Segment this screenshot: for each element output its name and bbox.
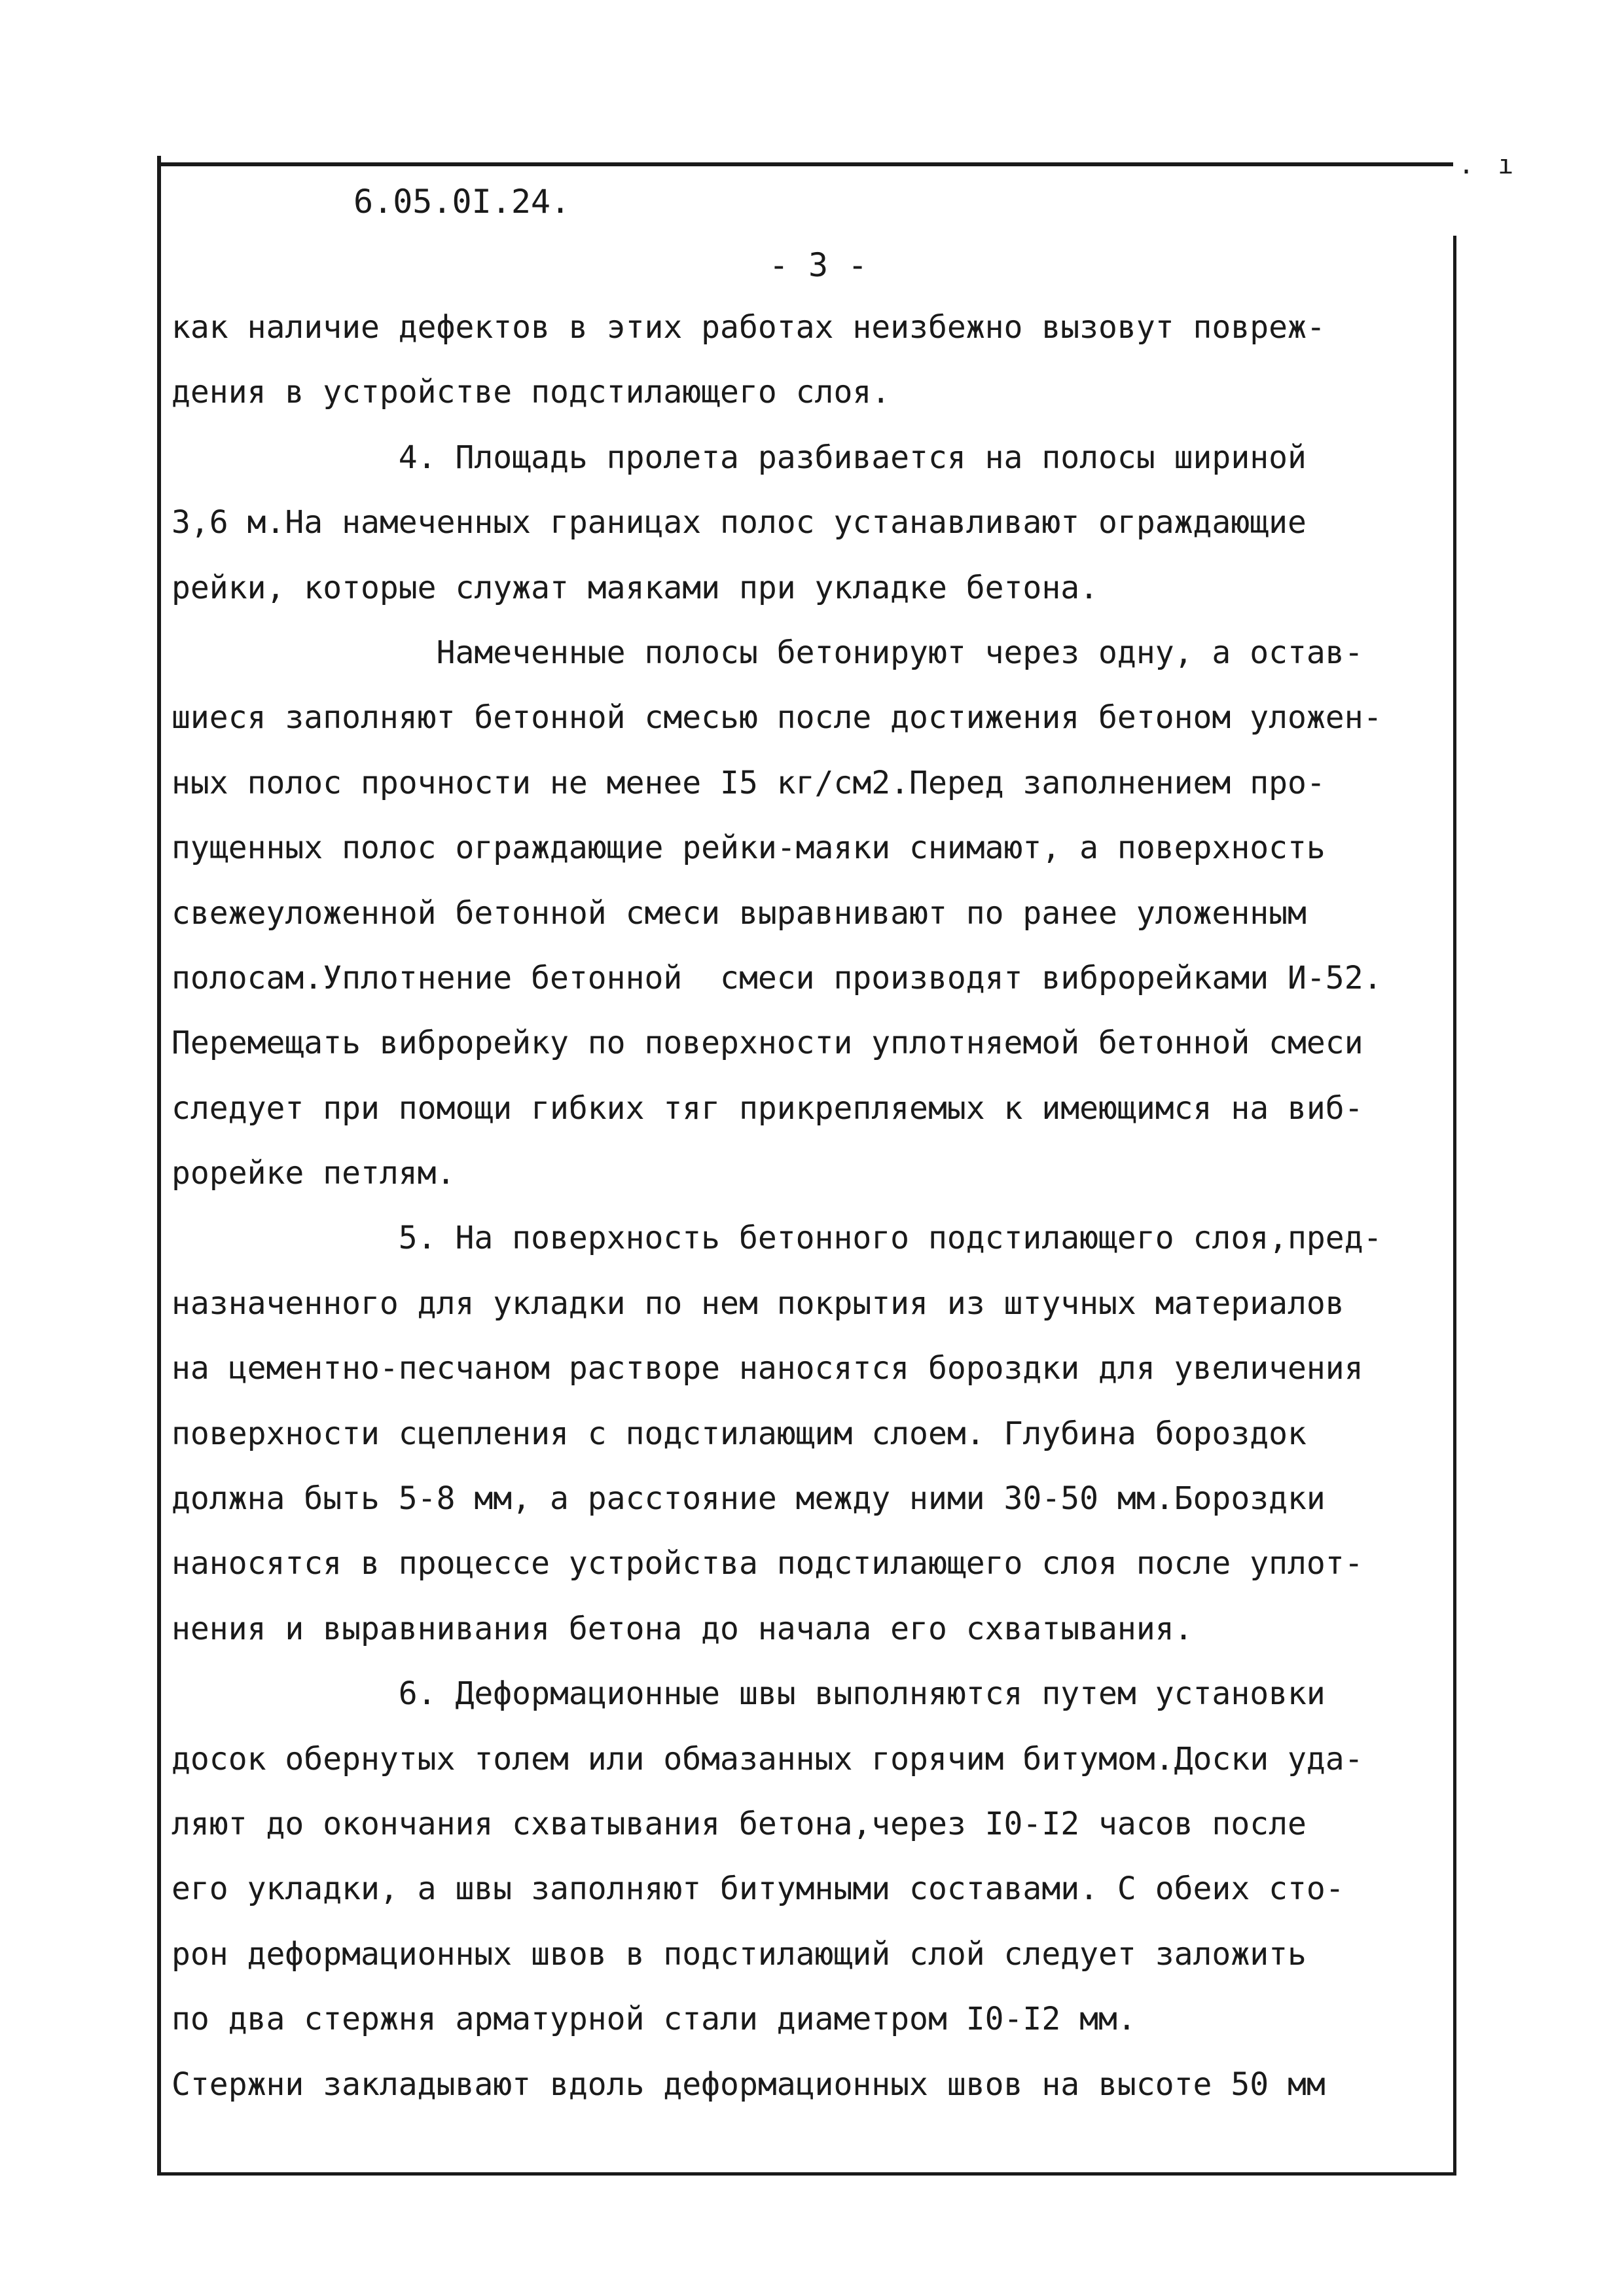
- text-line: ляют до окончания схватывания бетона,через I0-I2 часов после: [171, 1805, 1307, 1842]
- text-line: на цементно-песчаном растворе наносятся бороздки для увеличения: [171, 1350, 1363, 1387]
- page-frame-bottom-border: [157, 2172, 1456, 2176]
- text-line: наносятся в процессе устройства подстилающего слоя после уплот-: [171, 1545, 1363, 1582]
- text-line: дения в устройстве подстилающего слоя.: [171, 374, 891, 411]
- text-line: 6. Деформационные швы выполняются путем установки: [171, 1675, 1326, 1713]
- text-line: свежеуложенной бетонной смеси выравнивают по ранее уложенным: [171, 894, 1307, 932]
- text-line: как наличие дефектов в этих работах неизбежно вызовут повреж-: [171, 309, 1326, 346]
- text-line: 4. Площадь пролета разбивается на полосы шириной: [171, 439, 1307, 476]
- text-line: шиеся заполняют бетонной смесью после достижения бетоном уложен-: [171, 699, 1382, 737]
- text-line: нения и выравнивания бетона до начала его схватывания.: [171, 1610, 1193, 1647]
- text-line: Перемещать виброрейку по поверхности уплотняемой бетонной смеси: [171, 1025, 1363, 1062]
- text-line: 3,6 м.На намеченных границах полос устанавливают ограждающие: [171, 504, 1307, 541]
- text-line: следует при помощи гибких тяг прикрепляемых к имеющимся на виб-: [171, 1089, 1363, 1127]
- text-line: назначенного для укладки по нем покрытия из штучных материалов: [171, 1285, 1344, 1322]
- corner-mark: . ı: [1458, 150, 1518, 180]
- text-line: 5. На поверхность бетонного подстилающего слоя,пред-: [171, 1220, 1382, 1257]
- text-line: пущенных полос ограждающие рейки-маяки снимают, а поверхность: [171, 829, 1326, 867]
- page-number: - 3 -: [768, 246, 868, 284]
- body-text: [171, 308, 1448, 2130]
- text-line: рорейке петлям.: [171, 1155, 456, 1192]
- text-line: Намеченные полосы бетонируют через одну, а остав-: [171, 634, 1363, 671]
- text-line: рон деформационных швов в подстилающий слой следует заложить: [171, 1935, 1307, 1973]
- page-frame-right-border: [1453, 236, 1456, 2174]
- text-line: поверхности сцепления с подстилающим слоем. Глубина бороздок: [171, 1415, 1307, 1452]
- text-line: по два стержня арматурной стали диаметром I0-I2 мм.: [171, 2001, 1136, 2038]
- text-line: его укладки, а швы заполняют битумными составами. С обеих сто-: [171, 1870, 1344, 1908]
- text-line: рейки, которые служат маяками при укладке бетона.: [171, 569, 1099, 606]
- text-line: ных полос прочности не менее I5 кг/см2.Перед заполнением про-: [171, 764, 1326, 801]
- text-line: досок обернутых толем или обмазанных горячим битумом.Доски уда-: [171, 1740, 1363, 1777]
- page-frame-top-border: [157, 162, 1453, 166]
- text-line: полосам.Уплотнение бетонной смеси производят виброрейками И-52.: [171, 959, 1382, 996]
- text-line: должна быть 5-8 мм, а расстояние между ними 30-50 мм.Бороздки: [171, 1480, 1326, 1518]
- page-frame-left-border: [157, 156, 161, 2172]
- document-code: 6.05.0I.24.: [353, 183, 571, 221]
- text-line: Стержни закладывают вдоль деформационных швов на высоте 50 мм: [171, 2066, 1326, 2103]
